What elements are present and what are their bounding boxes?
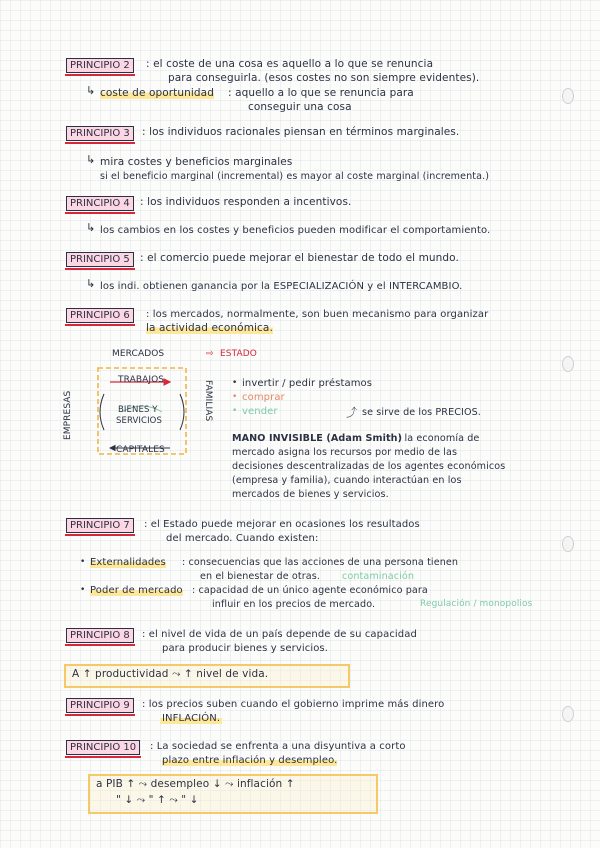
phillips-row-2: " ↓ ⤳ " ↑ ⤳ " ↓ [116,794,199,806]
inflation-term: INFLACIÓN. [162,713,221,724]
principle-9-label: PRINCIPIO 9 [66,698,134,713]
principle-5-label: PRINCIPIO 5 [66,252,134,267]
diagram-mercados: MERCADOS [112,349,165,359]
mano-invisible-line: decisiones descentralizadas de los agentes económicos [232,461,506,472]
precios-note: se sirve de los PRECIOS. [362,407,481,418]
market-power-def: : capacidad de un único agente económico para [192,585,428,596]
bullet-invertir: invertir / pedir préstamos [242,378,373,389]
arrow-icon: ↳ [86,153,96,166]
market-power-def-2: influir en los precios de mercado. [212,599,376,610]
opportunity-cost-def: : aquello a lo que se renuncia para [228,87,414,99]
diagram-empresas: EMPRESAS [63,390,73,440]
externalities-def: : consecuencias que las acciones de una persona tienen [182,557,459,568]
opportunity-cost-term: coste de oportunidad [100,87,214,99]
arrow-icon: ↳ [86,84,96,97]
principle-5-sub1: los indi. obtienen ganancia por la ESPECIALIZACIÓN y el INTERCAMBIO. [100,281,463,292]
principle-7-text: : el Estado puede mejorar en ocasiones los resultados [144,519,420,530]
principle-6-text-2: la actividad económica. [146,322,273,334]
principle-3-text: : los individuos racionales piensan en términos marginales. [142,126,460,138]
diagram-capitales: CAPITALES [116,445,165,455]
principle-7-label: PRINCIPIO 7 [66,518,134,533]
principle-8-label: PRINCIPIO 8 [66,628,134,643]
diagram-estado-arrow: ⇨ [206,349,214,359]
bullet-comprar: comprar [242,392,285,403]
principle-5-text: : el comercio puede mejorar el bienestar de todo el mundo. [140,252,459,264]
curved-arrow-icon: ⤴ [346,406,357,419]
diagram-trabajos: TRABAJOS [118,375,165,385]
externalities-term: Externalidades [90,557,166,568]
principle-8-text-2: para producir bienes y servicios. [162,643,329,654]
principle-3-sub2: si el beneficio marginal (incremental) es mayor al coste marginal (incrementa.) [100,171,490,182]
market-power-term: Poder de mercado [90,585,183,596]
arrow-icon: ↳ [86,221,96,234]
mano-invisible-line: (empresa y familia), cuando interactúan en los [232,475,462,486]
principle-2-text: : el coste de una cosa es aquello a lo que se renuncia [146,58,434,70]
principle-9-text: : los precios suben cuando el gobierno imprime más dinero [142,699,445,710]
mano-invisible-line: mercados de bienes y servicios. [232,489,389,500]
mano-invisible-line: mercado asigna los recursos por medio de las [232,447,458,458]
mano-invisible-title: MANO INVISIBLE (Adam Smith) [232,433,403,444]
bullet-dot: • [232,378,238,388]
ring-hole [562,356,574,372]
diagram-bienes: BIENES Y [118,405,158,415]
principle-10-text-2: plazo entre inflación y desempleo. [162,755,338,766]
diagram-servicios: SERVICIOS [116,416,162,426]
principle-4-text: : los individuos responden a incentivos. [140,196,352,208]
principle-6-text: : los mercados, normalmente, son buen mecanismo para organizar [146,309,489,320]
principle-2-text-2: para conseguirla. (esos costes no son siempre evidentes). [168,72,480,84]
diagram-estado: ESTADO [220,349,257,359]
principle-10-text: : La sociedad se enfrenta a una disyuntiva a corto [150,741,406,752]
externalities-example: contaminación [342,571,415,582]
arrow-icon: ↳ [86,277,96,290]
ring-hole [562,536,574,552]
bullet-dot: • [232,392,238,402]
diagram-familias: FAMILIAS [203,380,213,422]
opportunity-cost-def-2: conseguir una cosa [248,101,352,113]
ring-hole [562,706,574,722]
ring-hole [562,88,574,104]
principle-2-label: PRINCIPIO 2 [66,58,134,73]
phillips-row-1: a PIB ↑ ⤳ desempleo ↓ ⤳ inflación ↑ [96,778,295,790]
productivity-formula: A ↑ productividad ⤳ ↑ nivel de vida. [72,668,269,680]
bullet-vender: vender [242,406,278,417]
principle-3-label: PRINCIPIO 3 [66,126,134,141]
principle-3-sub1: mira costes y beneficios marginales [100,156,293,168]
principle-8-text: : el nivel de vida de un país depende de su capacidad [142,629,417,640]
externalities-def-2: en el bienestar de otras. [200,571,320,582]
bullet-dot: • [80,557,86,567]
principle-7-text-2: del mercado. Cuando existen: [166,533,319,544]
market-power-example: Regulación / monopolios [420,599,533,609]
bullet-dot: • [232,406,238,416]
bullet-dot: • [80,585,86,595]
principle-6-label: PRINCIPIO 6 [66,308,134,323]
principle-4-sub1: los cambios en los costes y beneficios pueden modificar el comportamiento. [100,225,491,236]
principle-4-label: PRINCIPIO 4 [66,196,134,211]
mano-invisible-line: : la economía de [398,433,480,444]
principle-10-label: PRINCIPIO 10 [66,740,140,755]
